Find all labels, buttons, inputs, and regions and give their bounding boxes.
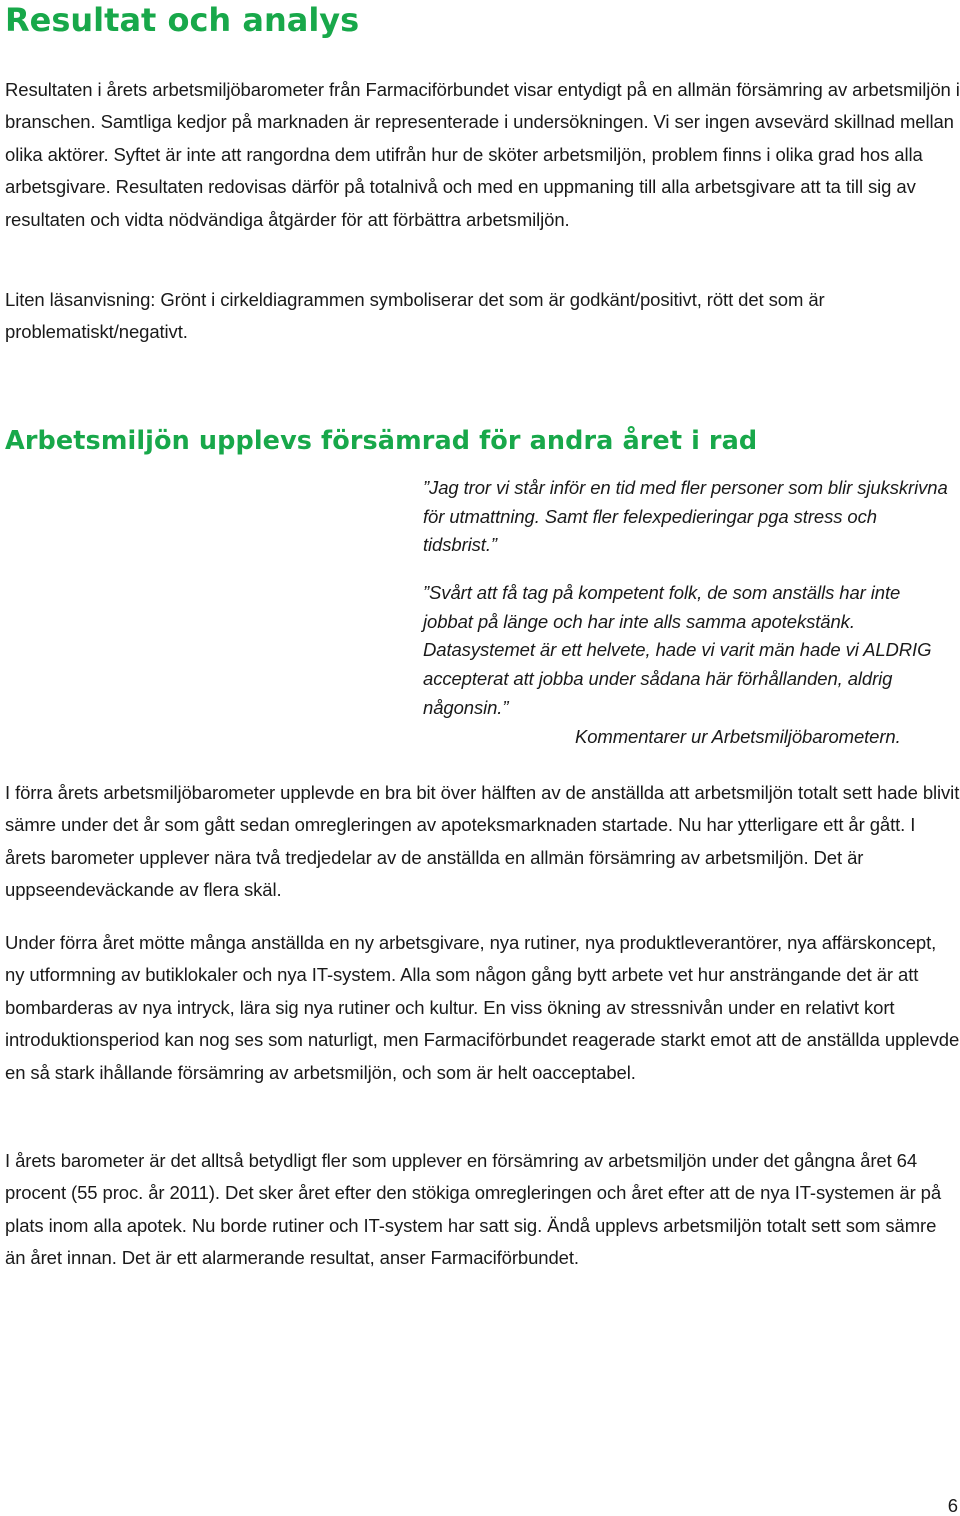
body-paragraph-1: I förra årets arbetsmiljöbarometer upplevde en bra bit över hälften av de anställda att arbetsmiljön totalt sett hade blivit sämre under det år som gått sedan omregleringen av apoteksmarknaden startade. Nu har ytterligare ett år gått. I årets barometer upplever nära två tredjedelar av de anställda en allmän försämring av arbetsmiljön. Det är uppseendeväckande av flera skäl.: [5, 782, 960, 901]
section-heading: Arbetsmiljön upplevs försämrad för andra året i rad: [5, 426, 758, 456]
employee-quote-2: ”Svårt att få tag på kompetent folk, de som anställs har inte jobbat på länge och har inte alls samma apotekstänk. Datasystemet är ett helvete, hade vi varit män hade vi ALDRIG accepterat att jobba under sådana här förhållanden, aldrig någonsin.”: [423, 582, 932, 718]
page-number: 6: [947, 1495, 958, 1516]
body-paragraph-2: Under förra året mötte många anställda en ny arbetsgivare, nya rutiner, nya produktleverantörer, nya affärskoncept, ny utformning av butiklokaler och nya IT-system. Alla som någon gång bytt arbete vet hur ansträngande det är att bombarderas av nya intryck, lära sig nya rutiner och kultur. En viss ökning av stressnivån under en relativt kort introduktionsperiod kan nog ses som naturligt, men Farmaciförbundet reagerade starkt emot att de anställda upplevde en så stark ihållande försämring av arbetsmiljön, och som är helt oacceptabel.: [5, 932, 960, 1083]
page-title: Resultat och analys: [5, 1, 360, 39]
employee-quote-1: ”Jag tror vi står inför en tid med fler personer som blir sjukskrivna för utmattning. Samt fler felexpedieringar pga stress och tidsbrist.”: [423, 477, 948, 556]
body-paragraph-3: I årets barometer är det alltså betydligt fler som upplever en försämring av arbetsmiljön under det gångna året 64 procent (55 proc. år 2011). Det sker året efter den stökiga omregleringen och året efter att de nya IT-systemen är på plats inom alla apotek. Nu borde rutiner och IT-system har satt sig. Ändå upplevs arbetsmiljön totalt sett som sämre än året innan. Det är ett alarmerande resultat, anser Farmaciförbundet.: [5, 1150, 942, 1269]
quote-attribution: Kommentarer ur Arbetsmiljöbarometern.: [575, 726, 901, 747]
reading-guide-paragraph: Liten läsanvisning: Grönt i cirkeldiagrammen symboliserar det som är godkänt/positivt, rött det som är problematiskt/negativt.: [5, 289, 825, 343]
intro-paragraph: Resultaten i årets arbetsmiljöbarometer från Farmaciförbundet visar entydigt på en allmän försämring av arbetsmiljön i branschen. Samtliga kedjor på marknaden är representerade i undersökningen. Vi ser ingen avsevärd skillnad mellan olika aktörer. Syftet är inte att rangordna dem utifrån hur de sköter arbetsmiljön, problem finns i olika grad hos alla arbetsgivare. Resultaten redovisas därför på totalnivå och med en uppmaning till alla arbetsgivare att ta till sig av resultaten och vidta nödvändiga åtgärder för att förbättra arbetsmiljön.: [5, 79, 960, 230]
